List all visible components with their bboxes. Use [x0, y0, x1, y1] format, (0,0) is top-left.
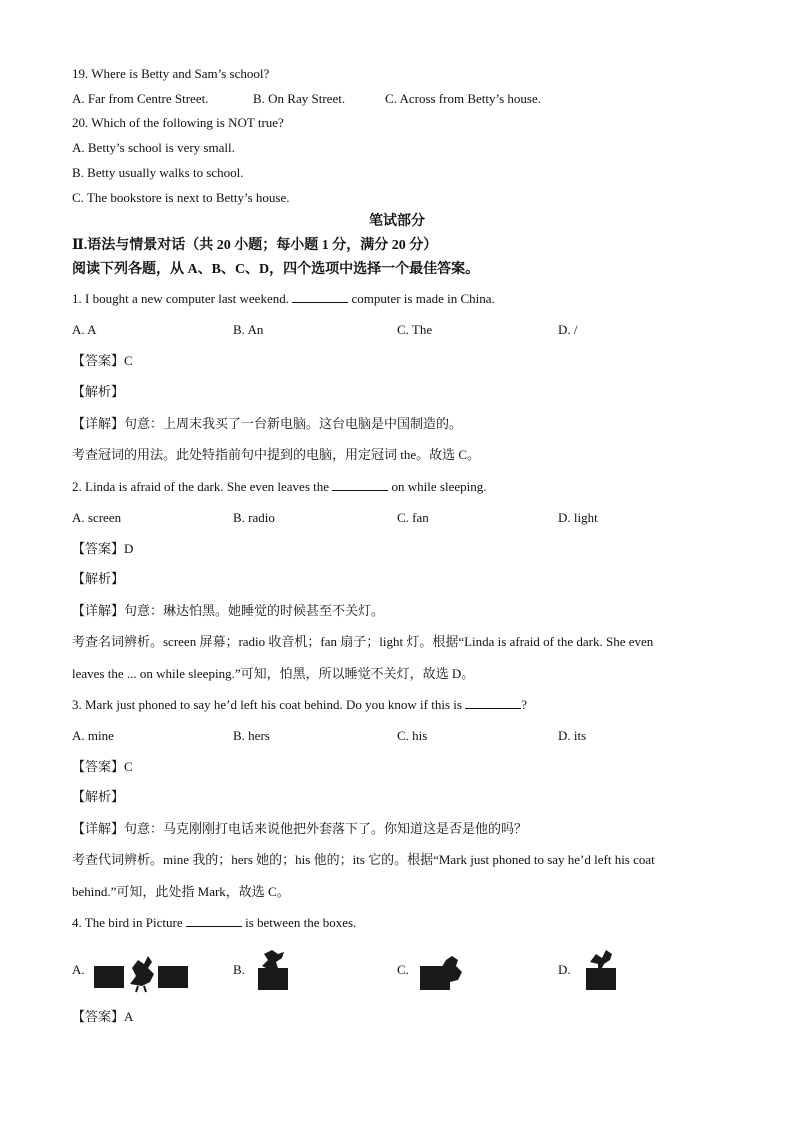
bird-above-box-picture — [582, 946, 622, 994]
option-b: B. An — [233, 322, 264, 337]
question-text: 2. Linda is afraid of the dark. She even leaves the — [72, 479, 333, 494]
question-2-options — [0, 510, 794, 526]
detail-line — [72, 821, 527, 838]
question-text: ? — [521, 697, 527, 712]
bird-between-boxes-picture — [92, 946, 192, 994]
question-1 — [72, 291, 495, 307]
answer-line — [72, 759, 133, 776]
question-4-picture-options — [0, 946, 794, 994]
option-a: A. mine — [72, 728, 114, 743]
answer-blank — [465, 697, 521, 709]
detail-text: 句意：上周末我买了一台新电脑。这台电脑是中国制造的。 — [124, 416, 463, 431]
explanation-line: 考查代词辨析。mine 我的；hers 她的；his 他的；its 它的。根据“Mark just phoned to say he’d left his coat — [72, 852, 655, 867]
option-a: A. Far from Centre Street. — [72, 91, 209, 106]
option-d: D. its — [558, 728, 587, 743]
answer-blank — [186, 915, 242, 927]
explanation-line: 考查名词辨析。screen 屏幕；radio 收音机；fan 扇子；light 灯。根据“Linda is afraid of the dark. She even — [72, 634, 654, 649]
option-d: D. — [558, 962, 571, 977]
question-19: 19. Where is Betty and Sam’s school? — [72, 66, 270, 81]
answer-value: C — [124, 759, 133, 774]
answer-label: 【答案】 — [72, 354, 125, 369]
question-4 — [72, 915, 356, 931]
detail-line — [72, 603, 384, 620]
option-a: A. — [72, 962, 85, 977]
option-a: A. Betty’s school is very small. — [72, 140, 235, 155]
detail-line — [72, 416, 462, 433]
question-1-options — [0, 322, 794, 338]
explanation-line: leaves the ... on while sleeping.”可知，怕黑，所以睡觉不关灯，故选 D。 — [72, 666, 475, 681]
question-text: 3. Mark just phoned to say he’d left his coat behind. Do you know if this is — [72, 697, 466, 712]
question-text: 1. I bought a new computer last weekend. — [72, 291, 293, 306]
option-a: A. screen — [72, 510, 122, 525]
answer-line — [72, 541, 133, 558]
answer-label: 【答案】 — [72, 760, 125, 775]
detail-text: 句意：琳达怕黑。她睡觉的时候甚至不关灯。 — [124, 603, 385, 618]
analysis-label: 【解析】 — [72, 385, 125, 400]
question-20: 20. Which of the following is NOT true? — [72, 115, 284, 130]
explanation-line: behind.”可知，此处指 Mark，故选 C。 — [72, 884, 290, 899]
answer-line — [72, 1009, 133, 1026]
option-b: B. Betty usually walks to school. — [72, 165, 244, 180]
question-text: is between the boxes. — [241, 915, 357, 930]
instruction: 阅读下列各题，从 A、B、C、D，四个选项中选择一个最佳答案。 — [72, 262, 480, 277]
option-b: B. On Ray Street. — [253, 91, 346, 106]
answer-line — [72, 353, 133, 370]
option-d: D. / — [558, 322, 578, 337]
detail-label: 【详解】 — [72, 822, 125, 837]
question-3-options — [0, 728, 794, 744]
option-b: B. — [233, 962, 245, 977]
answer-label: 【答案】 — [72, 542, 125, 557]
detail-label: 【详解】 — [72, 604, 125, 619]
explanation-line: 考查冠词的用法。此处特指前句中提到的电脑，用定冠词 the。故选 C。 — [72, 447, 481, 462]
answer-blank — [332, 479, 388, 491]
detail-text: 句意：马克刚刚打电话来说他把外套落下了。你知道这是否是他的吗？ — [124, 821, 528, 836]
answer-value: D — [124, 541, 134, 556]
option-b: B. hers — [233, 728, 270, 743]
option-b: B. radio — [233, 510, 275, 525]
detail-label: 【详解】 — [72, 417, 125, 432]
part-heading: Ⅱ.语法与情景对话（共 20 小题；每小题 1 分，满分 20 分） — [72, 238, 438, 253]
answer-blank — [292, 291, 348, 303]
option-c: C. fan — [397, 510, 429, 525]
option-c: C. his — [397, 728, 428, 743]
option-a: A. A — [72, 322, 97, 337]
analysis-label: 【解析】 — [72, 572, 125, 587]
question-text: on while sleeping. — [388, 479, 487, 494]
answer-label: 【答案】 — [72, 1010, 125, 1025]
bird-beside-box-picture — [418, 946, 468, 994]
option-d: D. light — [558, 510, 598, 525]
option-c: C. The bookstore is next to Betty’s house. — [72, 190, 290, 205]
option-c: C. — [397, 962, 409, 977]
section-title: 笔试部分 — [369, 214, 425, 229]
question-text: 4. The bird in Picture — [72, 915, 186, 930]
analysis-label: 【解析】 — [72, 790, 125, 805]
answer-value: A — [124, 1009, 134, 1024]
question-text: computer is made in China. — [348, 291, 495, 306]
answer-value: C — [124, 353, 133, 368]
question-3 — [72, 697, 527, 713]
option-c: C. Across from Betty’s house. — [385, 91, 541, 106]
bird-on-box-picture — [254, 946, 294, 994]
option-c: C. The — [397, 322, 433, 337]
question-2 — [72, 479, 487, 495]
question-19-options — [0, 91, 794, 107]
